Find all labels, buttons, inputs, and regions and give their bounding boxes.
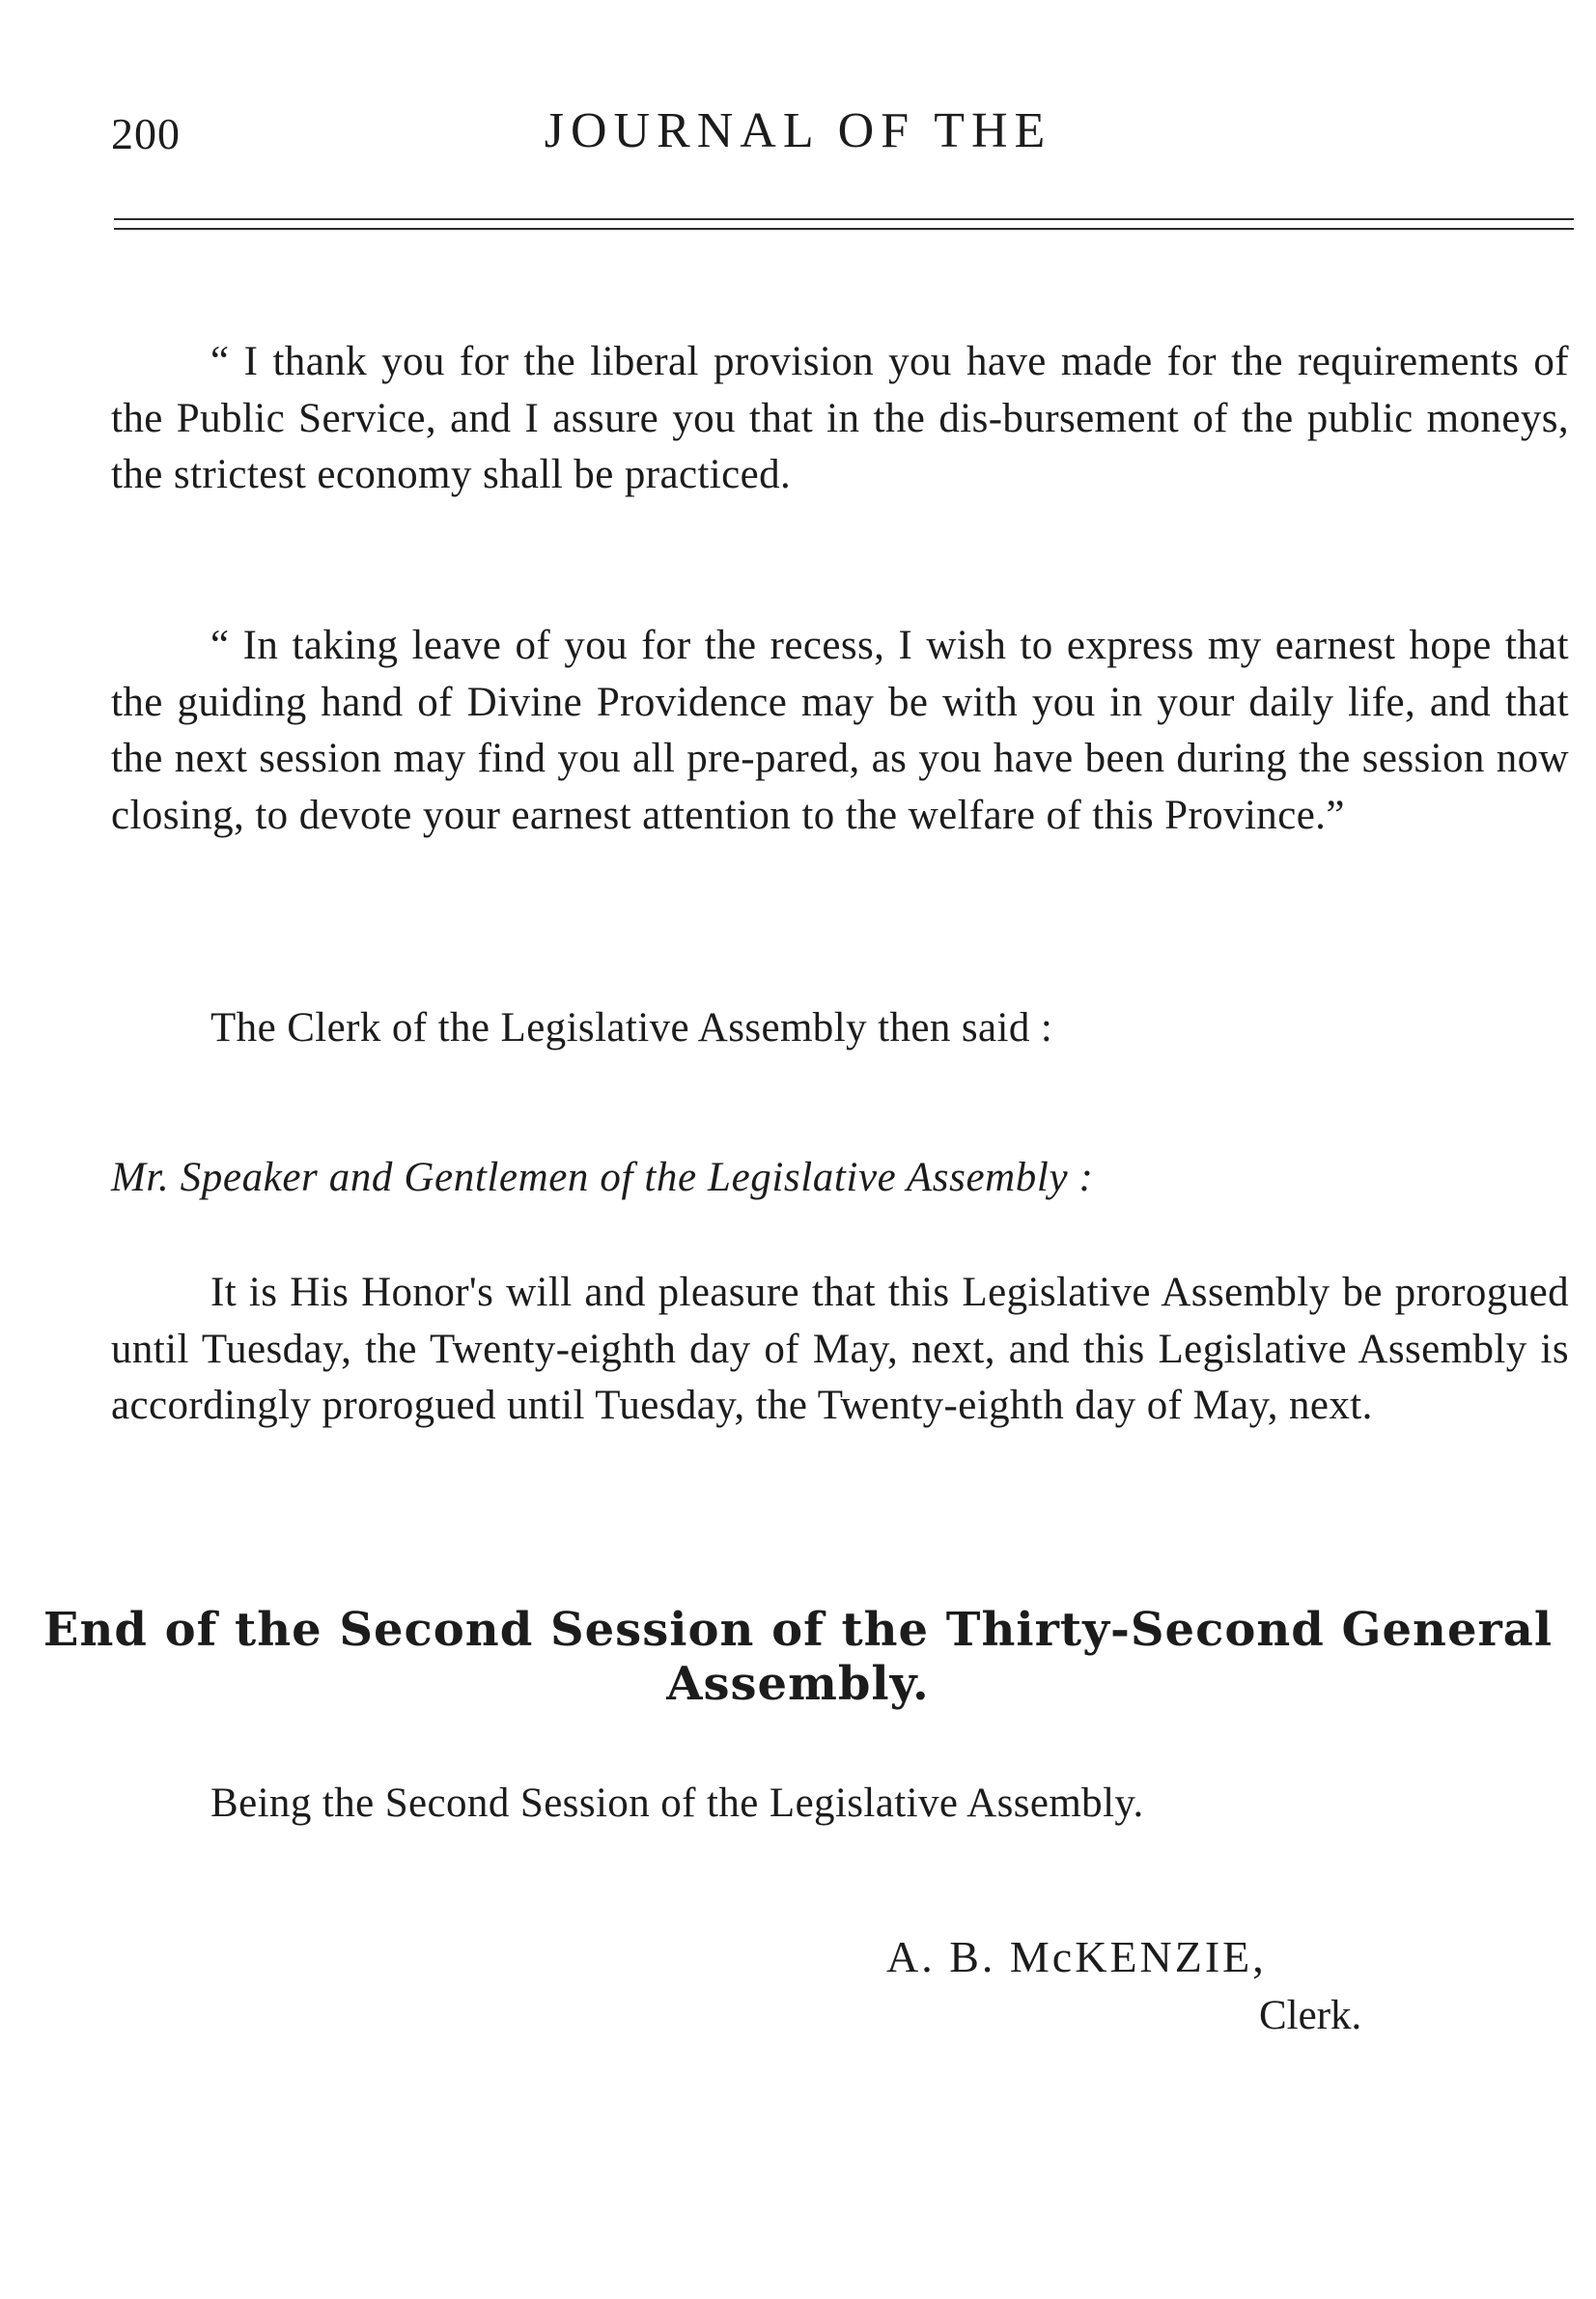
paragraph-public-service: “ I thank you for the liberal provision you have made for the requirements of the Public Service, and I assure you that in the dis-bursement of the public moneys, the strictest economy shall be practiced.	[111, 339, 1569, 497]
header-rule-bottom	[114, 228, 1574, 230]
closing-heading: End of the Second Session of the Thirty-Second General Assembly.	[42, 1603, 1554, 1711]
paragraph-recess: “ In taking leave of you for the recess, I wish to express my earnest hope that the guiding hand of Divine Providence may be with you in your daily life, and that the next session may find you all pre-pared, as you have been during the session now closing, to devote your earnest attention to the welfare of this Province.”	[111, 623, 1569, 838]
signature-name: A. B. McKENZIE,	[886, 1932, 1267, 1981]
running-head: JOURNAL OF THE	[544, 103, 1052, 158]
header-rule-top	[114, 218, 1574, 220]
address-line: Mr. Speaker and Gentlemen of the Legislative Assembly :	[111, 1155, 1094, 1200]
paragraph-prorogation: It is His Honor's will and pleasure that this Legislative Assembly be prorogued until Tuesday, the Twenty-eighth day of May, next, and this Legislative Assembly is accordingly prorogued until Tuesday, the Twenty-eighth day of May, next.	[111, 1270, 1569, 1428]
paragraph-second-session: Being the Second Session of the Legislative Assembly.	[210, 1780, 1144, 1826]
signature-title: Clerk.	[1259, 1993, 1362, 2038]
paragraph-clerk-said: The Clerk of the Legislative Assembly then said :	[210, 1005, 1053, 1051]
page-number: 200	[111, 109, 181, 158]
